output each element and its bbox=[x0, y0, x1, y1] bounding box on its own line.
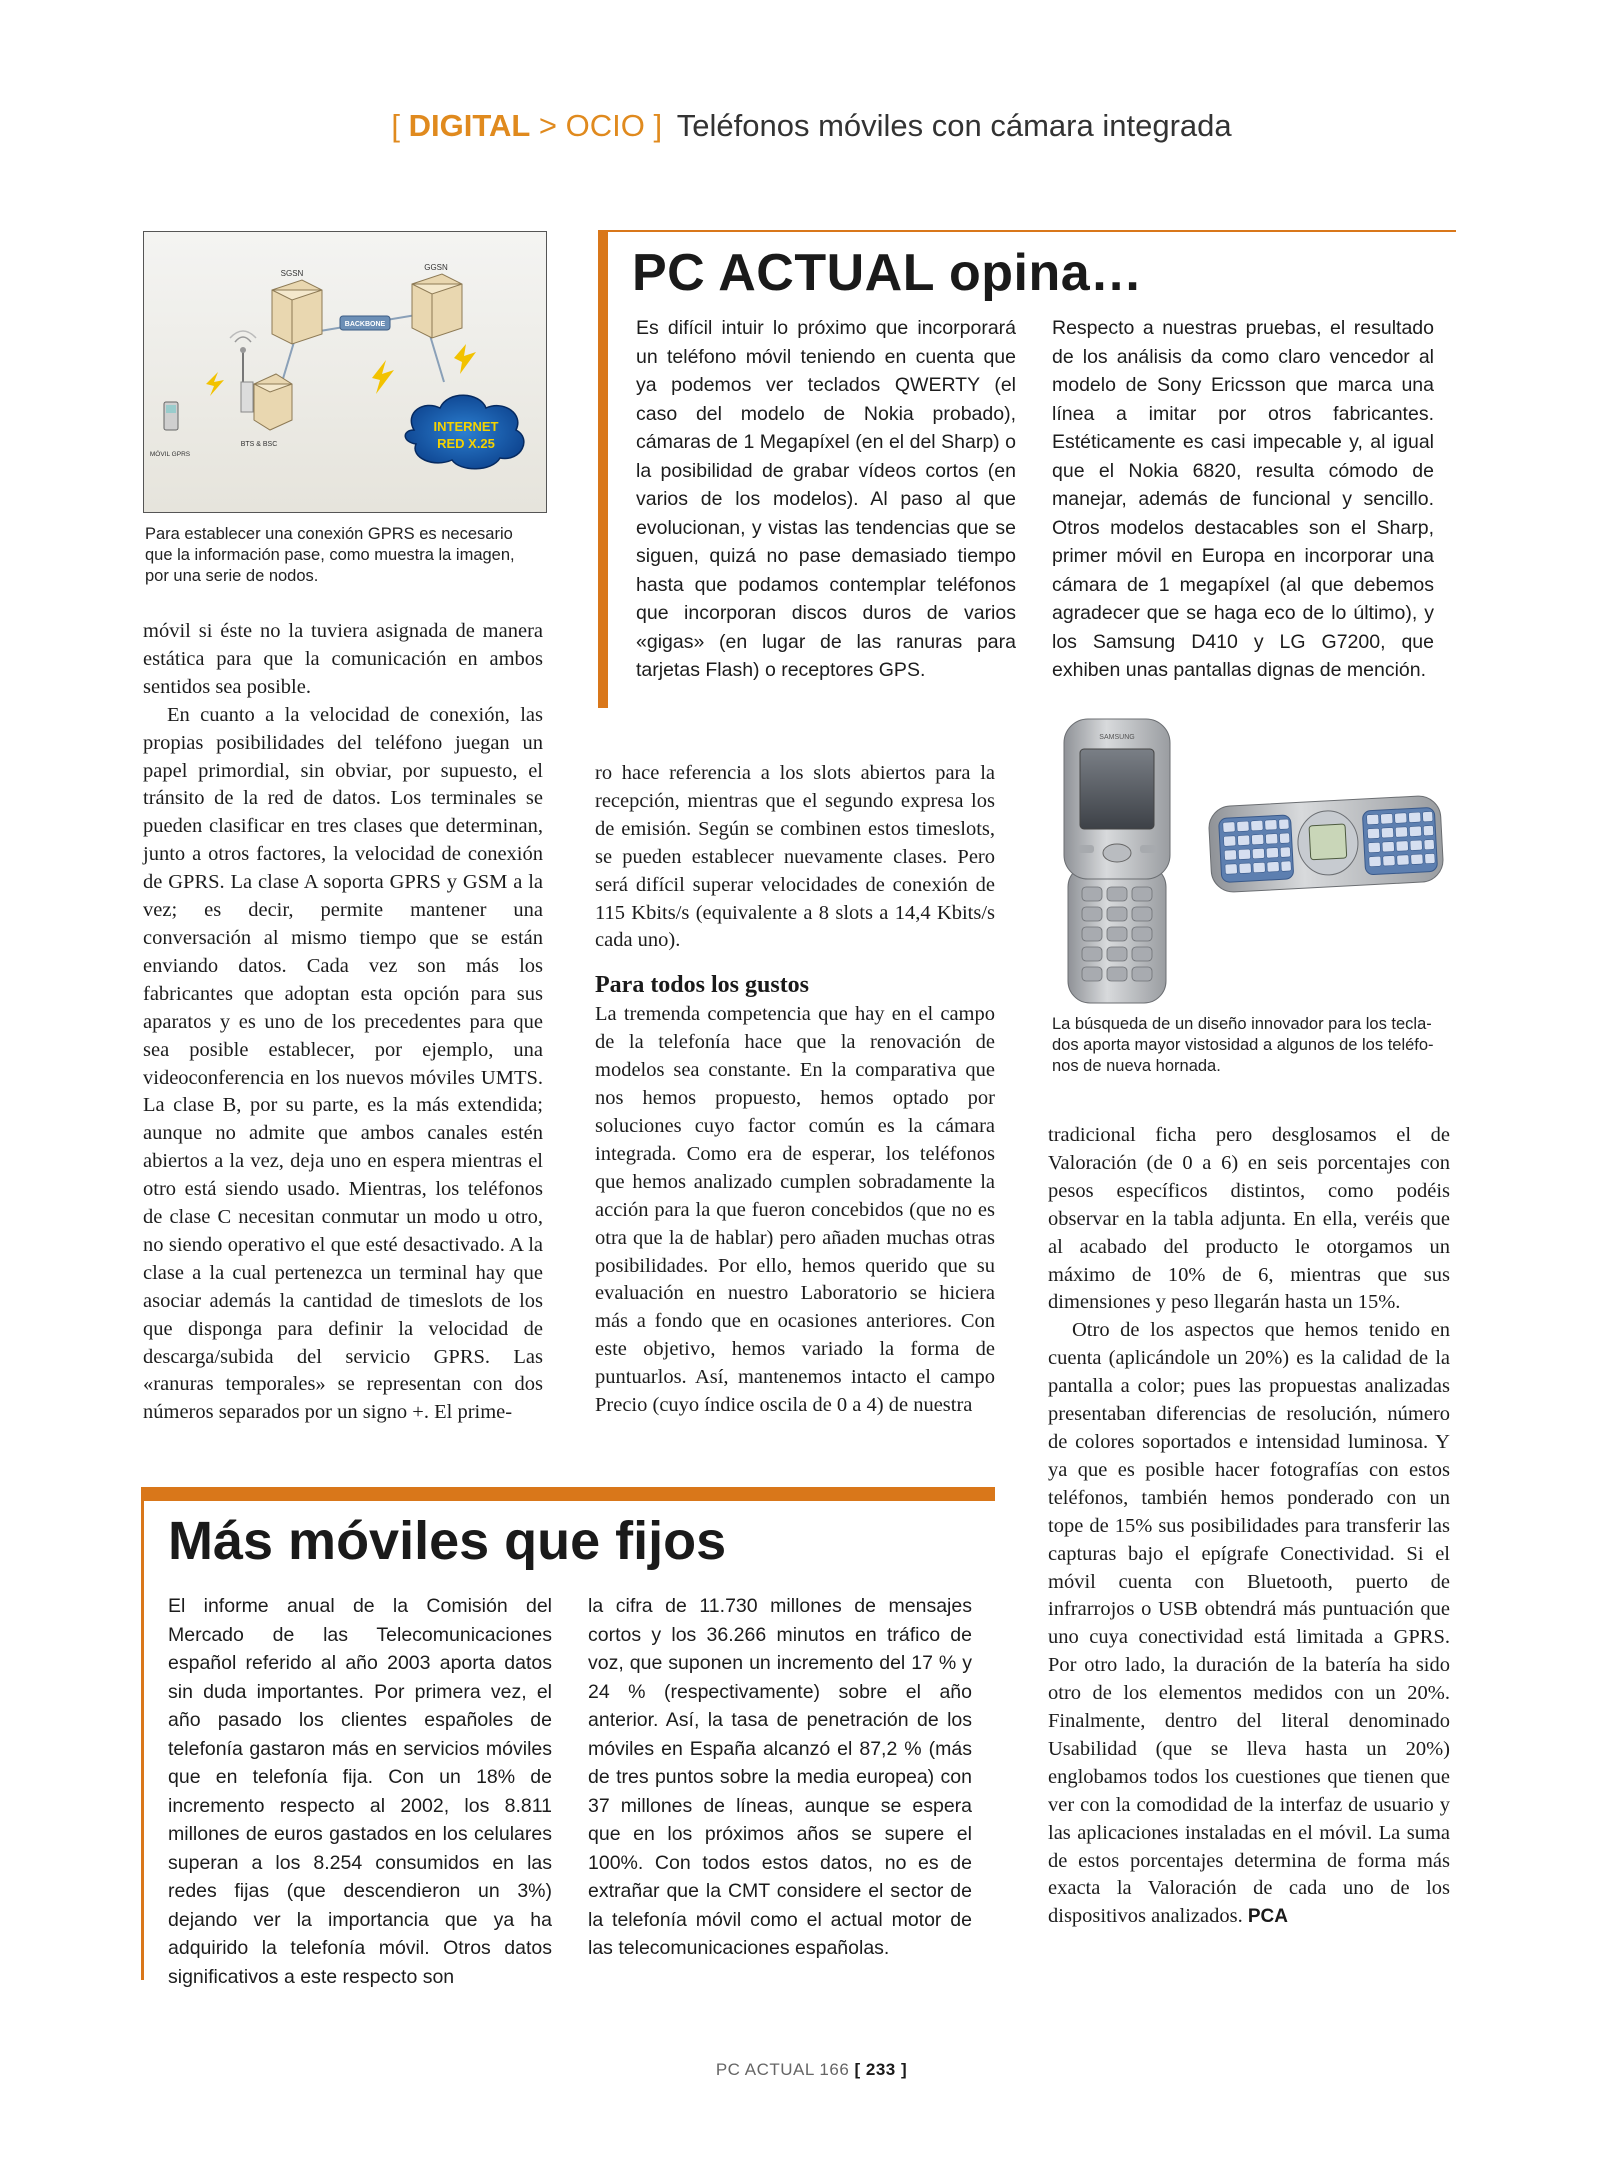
ggsn-label: GGSN bbox=[424, 263, 448, 272]
backbone-label: BACKBONE bbox=[344, 321, 386, 328]
header-arrow: > bbox=[538, 108, 558, 143]
header-section: DIGITAL bbox=[408, 108, 531, 143]
phones-photo-svg bbox=[1050, 715, 1450, 1005]
bts-label: BTS & BSC bbox=[240, 441, 278, 448]
column-3-text bbox=[1048, 1122, 1450, 1931]
opina-top-rule bbox=[598, 230, 1456, 232]
paragraph: Respecto a nuestras pruebas, el resultado de los análisis da como claro vencedor al modelo de Sony Ericsson que marca una línea a imitar por otros fabricantes. Estéticamente es casi impecable y, al igual que el Nokia 6820, resulta cómodo de manejar, además de funcional y sencillo. Otros modelos destacables son el Sharp, primer móvil en Europa en incorporar una cámara de 1 megapíxel (al que debemos agradecer que se haga eco de lo último), y los Samsung D410 y LG G7200, que exhiben unas pantallas dignas de mención. bbox=[1052, 317, 1434, 681]
paragraph: móvil si éste no la tuviera asignada de manera estática para que la comunicación en ambos sentidos sea posible. bbox=[143, 620, 543, 698]
subheading: Para todos los gustos bbox=[595, 972, 810, 999]
red-x25-label: RED X.25 bbox=[437, 436, 495, 451]
nokia-phone bbox=[1208, 795, 1444, 893]
header-title: Teléfonos móviles con cámara integrada bbox=[676, 108, 1232, 143]
opina-column-left bbox=[636, 314, 1016, 685]
column-2-text bbox=[595, 760, 995, 1420]
column-1-text bbox=[143, 618, 543, 1427]
sgsn-label: SGSN bbox=[280, 269, 304, 278]
paragraph: tradicional ficha pero desglosamos el de Valoración (de 0 a 6) en seis porcentajes con pesos específicos distintos, como podéis observar en la tabla adjunta. En ella, veréis que al acabado del producto le otorgamos un máximo de 10% de 6, mientras que sus dimensiones y peso llegarán hasta un 15%. bbox=[1048, 1124, 1450, 1314]
opina-title: PC ACTUAL opina… bbox=[632, 244, 1143, 302]
running-header bbox=[0, 108, 1623, 144]
moviles-title: Más móviles que fijos bbox=[168, 1511, 727, 1571]
header-subsection: OCIO bbox=[565, 108, 645, 143]
gprs-diagram bbox=[143, 231, 547, 513]
opina-side-bar bbox=[598, 230, 608, 708]
header-close-bracket: ] bbox=[653, 108, 663, 143]
opina-column-right bbox=[1052, 314, 1434, 685]
paragraph: El informe anual de la Comisión del Mercado de las Telecomunicaciones español referido al año 2003 aporta datos sin duda importantes. Por primera vez, el año pasado los clientes españoles de telefonía gastaron más en servicios móviles que en telefonía fija. Con un 18% de incremento respecto al 2002, los 8.811 millones de euros gastados en los celulares superan a los 8.254 consumidos en las redes fijas (que descendieron un 3%) dejando ver la importancia que ya ha adquirido la telefonía móvil. Otros datos significativos a este respecto son bbox=[168, 1595, 552, 1988]
paragraph bbox=[1048, 1317, 1450, 1931]
author-signature: PCA bbox=[1247, 1906, 1288, 1928]
phones-photo bbox=[1050, 715, 1450, 1005]
moviles-column-right bbox=[588, 1592, 972, 1963]
paragraph: La tremenda competencia que hay en el campo de la telefonía hace que la renovación de modelos sea constante. En la comparativa que nos hemos propuesto, hemos optado por soluciones cuyo factor común es la cámara integrada. Como era de esperar, los teléfonos que hemos analizado cumplen sobradamente la acción para la que fueron concebidos (que no es otra que la de hablar) pero añaden muchas otras posibilidades. Por ello, hemos querido que su evaluación en nuestro Laboratorio se hiciera más a fondo que en ocasiones anteriores. Con este objetivo, hemos variado la forma de puntuarlos. Así, mantenemos intacto el campo Precio (cuyo índice oscila de 0 a 4) de nuestra bbox=[595, 1003, 995, 1417]
moviles-side-rule bbox=[141, 1487, 144, 1980]
phones-caption-line: La búsqueda de un diseño innovador para los tecla- bbox=[1052, 1015, 1432, 1033]
paragraph: la cifra de 11.730 millones de mensajes cortos y los 36.266 minutos en tráfico de voz, que suponen un incremento del 17 % y 24 % (respectivamente) sobre el año anterior. Así, la tasa de penetración de los móviles en España alcanzó el 87,2 % (más de tres puntos sobre la media europea) con 37 millones de líneas, aunque se espera que en los próximos años se supere el 100%. Con todos estos datos, no es de extrañar que la CMT considere el sector de la telefonía móvil como el actual motor de las telecomunicaciones españolas. bbox=[588, 1595, 972, 1959]
samsung-phone bbox=[1064, 719, 1170, 1003]
paragraph: Es difícil intuir lo próximo que incorporará un teléfono móvil teniendo en cuenta que ya podemos ver teclados QWERTY (el caso del modelo de Nokia probado), cámaras de 1 Megapíxel (en el del Sharp) o la posibilidad de grabar vídeos cortos (en varios de los modelos). Al paso al que evolucionan, y vistas las tendencias que se siguen, quizá no pase demasiado tiempo hasta que podamos contemplar teléfonos que incorporan discos duros de varios «gigas» (en lugar de las ranuras para tarjetas Flash) o receptores GPS. bbox=[636, 317, 1016, 681]
phones-caption-line: nos de nueva hornada. bbox=[1052, 1057, 1221, 1075]
gprs-caption-line: Para establecer una conexión GPRS es necesario bbox=[145, 525, 513, 543]
gprs-caption-line: que la información pase, como muestra la imagen, bbox=[145, 546, 515, 564]
paragraph: En cuanto a la velocidad de conexión, las propias posibilidades del teléfono juegan un papel primordial, sin obviar, por supuesto, el tránsito de la red de datos. Los terminales se pueden clasificar en tres clases que determinan, junto a otros factores, la velocidad de conexión de GPRS. La clase A soporta GPRS y GSM a la vez; es decir, permite mantener una conversación al mismo tiempo que se están enviando datos. Cada vez son más los fabricantes que adoptan esta opción para sus aparatos y es uno de los precedentes para que sea posible establecer, por ejemplo, una videoconferencia en los nuevos móviles UMTS. La clase B, por su parte, es la más extendida; aunque no admite que ambos canales estén abiertos a la vez, deja uno en espera mientras el otro está siendo usado. Mientras, los teléfonos de clase C necesitan conmutar un modo u otro, no siendo operativo el que esté desactivado. A la clase a la cual pertenezca un terminal hay que asociar además la cantidad de timeslots de los que disponga para definir la velocidad de descarga/subida del servicio GPRS. Las «ranuras temporales» se representan con dos números separados por un signo +. El prime- bbox=[143, 703, 543, 1424]
moviles-top-bar bbox=[141, 1487, 995, 1501]
samsung-brand-label: SAMSUNG bbox=[1099, 734, 1135, 741]
footer-magazine: PC ACTUAL 166 bbox=[715, 2060, 850, 2079]
internet-label: INTERNET bbox=[433, 419, 499, 434]
paragraph-text: Otro de los aspectos que hemos tenido en cuenta (aplicándole un 20%) es la calidad de la pantalla a color; pues las propuestas analizadas presentaban diferencias de resolución, número de colores soportados e intensidad luminosa. Y ya que es posible hacer fotografías con estos teléfonos, también hemos ponderado con un tope de 15% sus posibilidades para transferir las capturas bajo el epígrafe Conectividad. Si el móvil cuenta con Bluetooth, puerto de infrarrojos o USB obtendrá más puntuación que uno cuya conectividad está limitada a GPRS. Por otro lado, la duración de la batería ha sido otro de los elementos medidos con un 20%. Finalmente, dentro del literal denominado Usabilidad (que se lleva hasta un 20%) englobamos todos los cuestiones que tienen que ver con la comodidad de la interfaz de usuario y las aplicaciones instaladas en el móvil. La suma de estos porcentajes determina de forma más exacta la Valoración de cada uno de los dispositivos analizados. bbox=[1048, 1319, 1450, 1928]
mobile-label: MÓVIL GPRS bbox=[149, 451, 191, 458]
gprs-caption bbox=[145, 524, 545, 587]
gprs-caption-line: por una serie de nodos. bbox=[145, 567, 319, 585]
header-open-bracket: [ bbox=[391, 108, 400, 143]
phones-caption-line: dos aporta mayor vistosidad a algunos de los teléfo- bbox=[1052, 1036, 1434, 1054]
moviles-column-left bbox=[168, 1592, 552, 1991]
page-footer bbox=[0, 2060, 1623, 2080]
page-number: [ 233 ] bbox=[854, 2060, 908, 2079]
gprs-diagram-svg bbox=[144, 232, 546, 512]
paragraph: ro hace referencia a los slots abiertos para la recepción, mientras que el segundo expresa los de emisión. Según se combinen estos timeslots, se pueden establecer nuevamente clases. Pero será difícil superar velocidades de conexión de 115 Kbits/s (equivalente a 8 slots a 14,4 Kbits/s cada uno). bbox=[595, 762, 995, 952]
backbone-badge bbox=[340, 316, 390, 330]
phones-caption bbox=[1052, 1014, 1452, 1077]
